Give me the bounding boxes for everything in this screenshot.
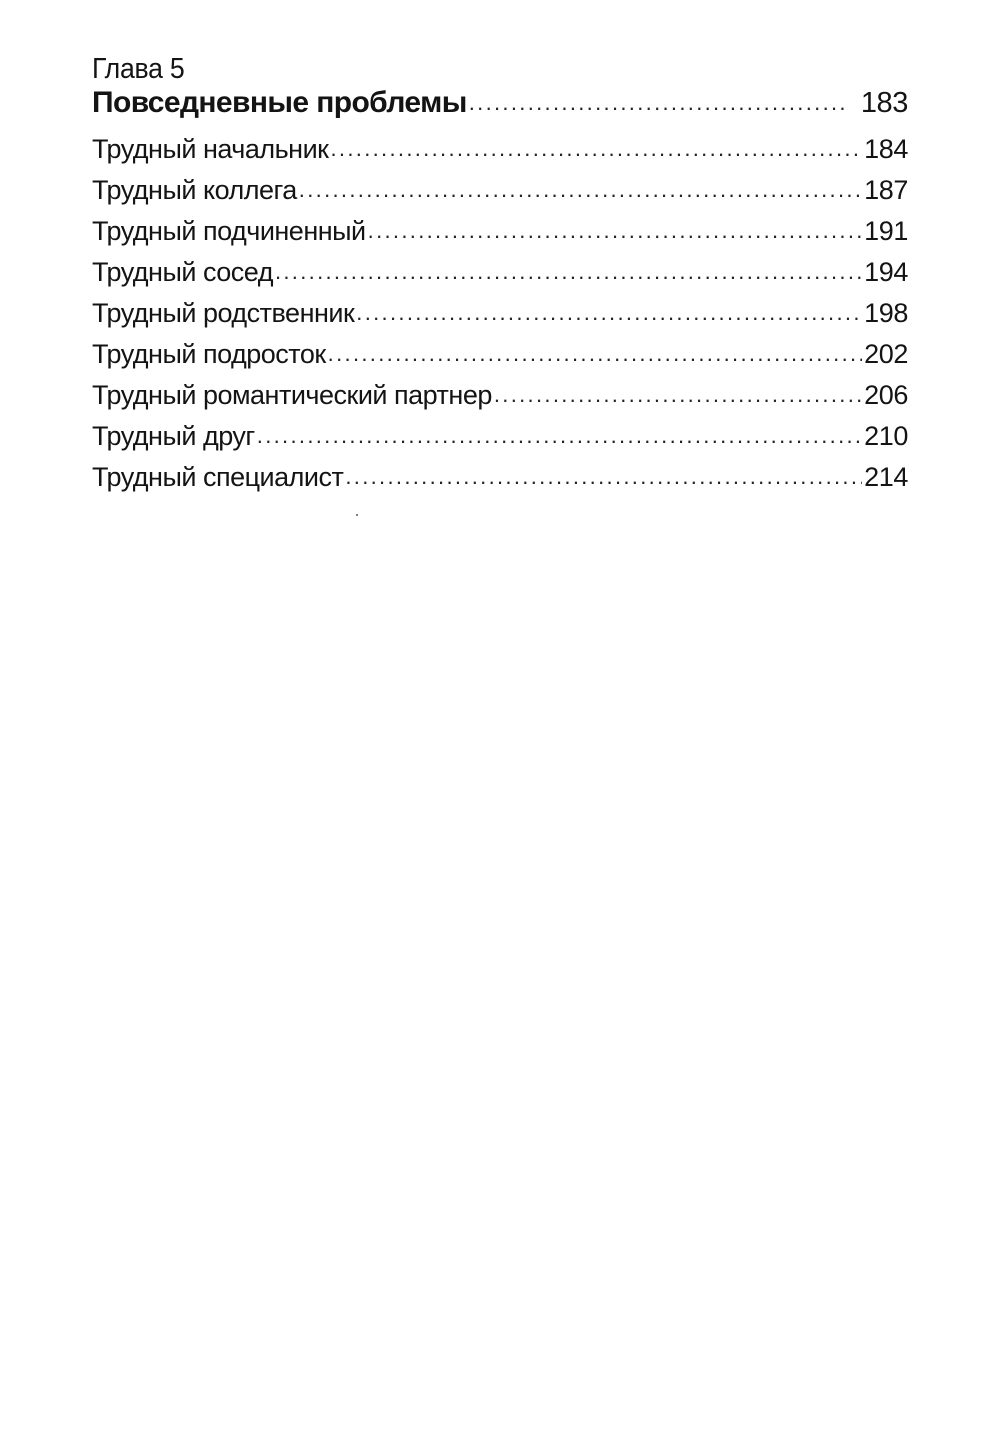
toc-entry	[92, 462, 908, 503]
entry-title: Трудный романтический партнер	[92, 380, 492, 410]
entry-title: Трудный родственник	[92, 298, 355, 328]
chapter-label: Глава 5	[92, 53, 185, 85]
entry-title: Трудный друг	[92, 421, 255, 451]
entry-page-number: 210	[864, 421, 908, 451]
scan-speck	[356, 514, 358, 516]
toc-entry	[92, 175, 908, 216]
chapter-page-number: 183	[860, 87, 908, 119]
dot-leader	[356, 300, 862, 326]
entry-page-number: 198	[864, 298, 908, 328]
entry-page-number: 214	[864, 462, 908, 492]
toc-entry	[92, 257, 908, 298]
entry-title: Трудный сосед	[92, 257, 273, 287]
dot-leader	[469, 90, 845, 116]
entry-page-number: 191	[864, 216, 908, 246]
entry-title: Трудный начальник	[92, 134, 329, 164]
toc-entry	[92, 380, 908, 421]
dot-leader	[368, 218, 863, 244]
entry-page-number: 184	[864, 134, 908, 164]
entry-title: Трудный подросток	[92, 339, 326, 369]
entry-page-number: 194	[864, 257, 908, 287]
entry-page-number: 206	[864, 380, 908, 410]
toc-chapter-entry	[92, 86, 908, 126]
dot-leader	[275, 259, 862, 285]
chapter-title: Повседневные проблемы	[92, 86, 467, 119]
dot-leader	[328, 341, 862, 367]
toc-entry	[92, 339, 908, 380]
table-of-contents	[92, 52, 908, 503]
toc-entry	[92, 298, 908, 339]
dot-leader	[494, 382, 862, 408]
dot-leader	[257, 423, 862, 449]
toc-entry	[92, 421, 908, 462]
entry-page-number: 187	[864, 175, 908, 205]
dot-leader	[345, 464, 862, 490]
toc-entry	[92, 134, 908, 175]
dot-leader	[331, 136, 863, 162]
entry-title: Трудный коллега	[92, 175, 297, 205]
dot-leader	[299, 177, 862, 203]
entry-title: Трудный подчиненный	[92, 216, 366, 246]
entry-title: Трудный специалист	[92, 462, 344, 492]
toc-entry	[92, 216, 908, 257]
entry-page-number: 202	[864, 339, 908, 369]
